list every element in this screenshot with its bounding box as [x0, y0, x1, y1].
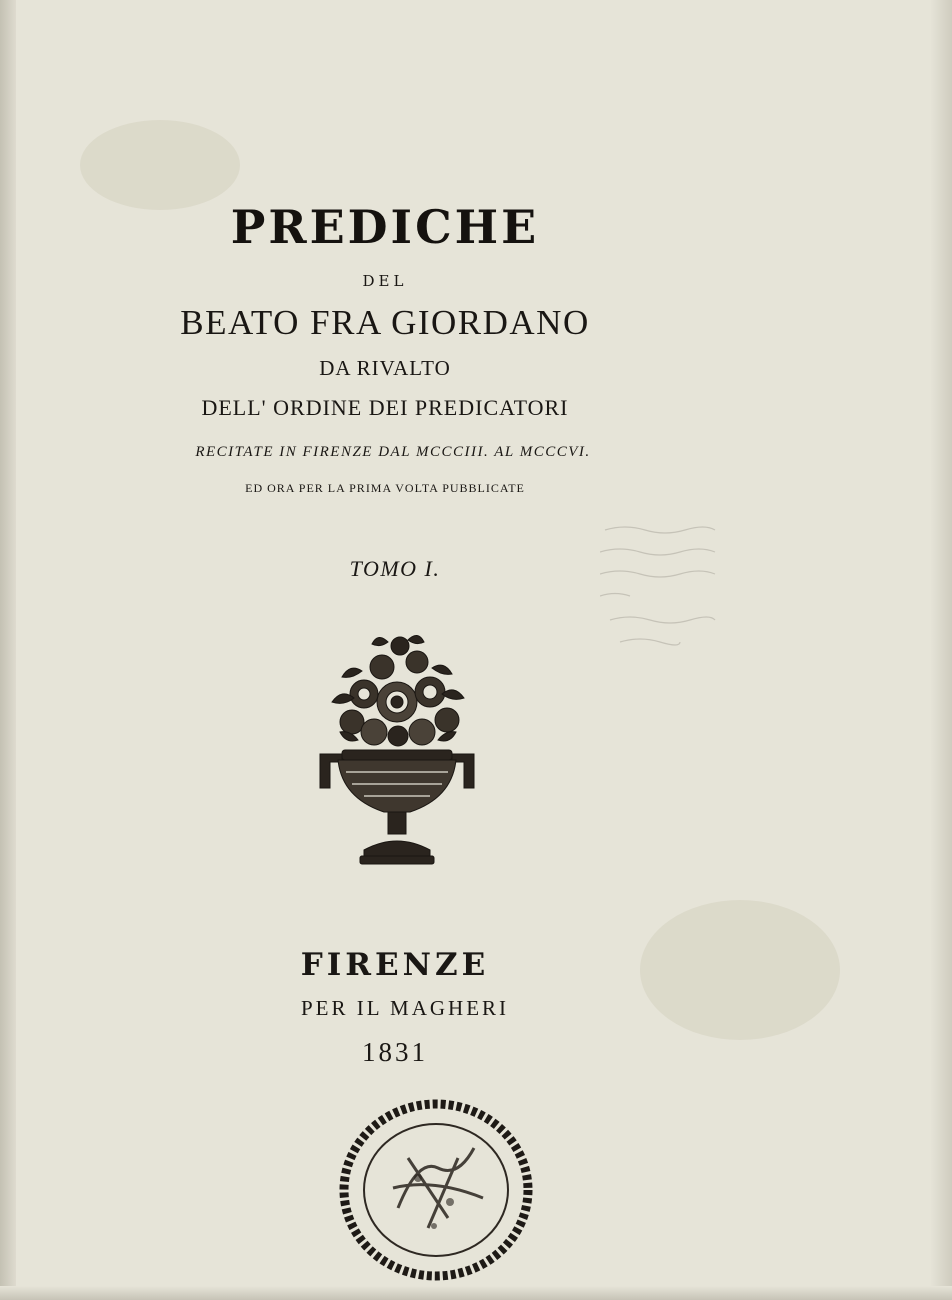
imprint-year: 1831 — [362, 1037, 428, 1067]
recited-line: RECITATE IN FIRENZE DAL MCCCIII. AL MCCCVI. — [195, 444, 591, 460]
published-line: ED ORA PER LA PRIMA VOLTA PUBBLICATE — [245, 481, 525, 495]
page-bottom-edge — [0, 1286, 952, 1300]
page-edge-right — [930, 0, 952, 1300]
paper-stain — [80, 120, 240, 210]
volume-number: TOMO I. — [349, 556, 441, 581]
imprint-publisher: PER IL MAGHERI — [300, 996, 510, 1020]
title-del: DEL — [362, 272, 408, 290]
page-edge-left — [0, 0, 16, 1300]
book-title: PREDICHE — [230, 200, 540, 254]
flower-vase-vignette — [312, 632, 482, 868]
library-stamp — [338, 1098, 534, 1282]
author-origin: DA RIVALTO — [319, 356, 451, 380]
bleed-through-text — [600, 510, 720, 660]
religious-order: DELL' ORDINE DEI PREDICATORI — [201, 395, 569, 420]
imprint-city: FIRENZE — [300, 947, 490, 983]
author-name: BEATO FRA GIORDANO — [180, 303, 590, 342]
